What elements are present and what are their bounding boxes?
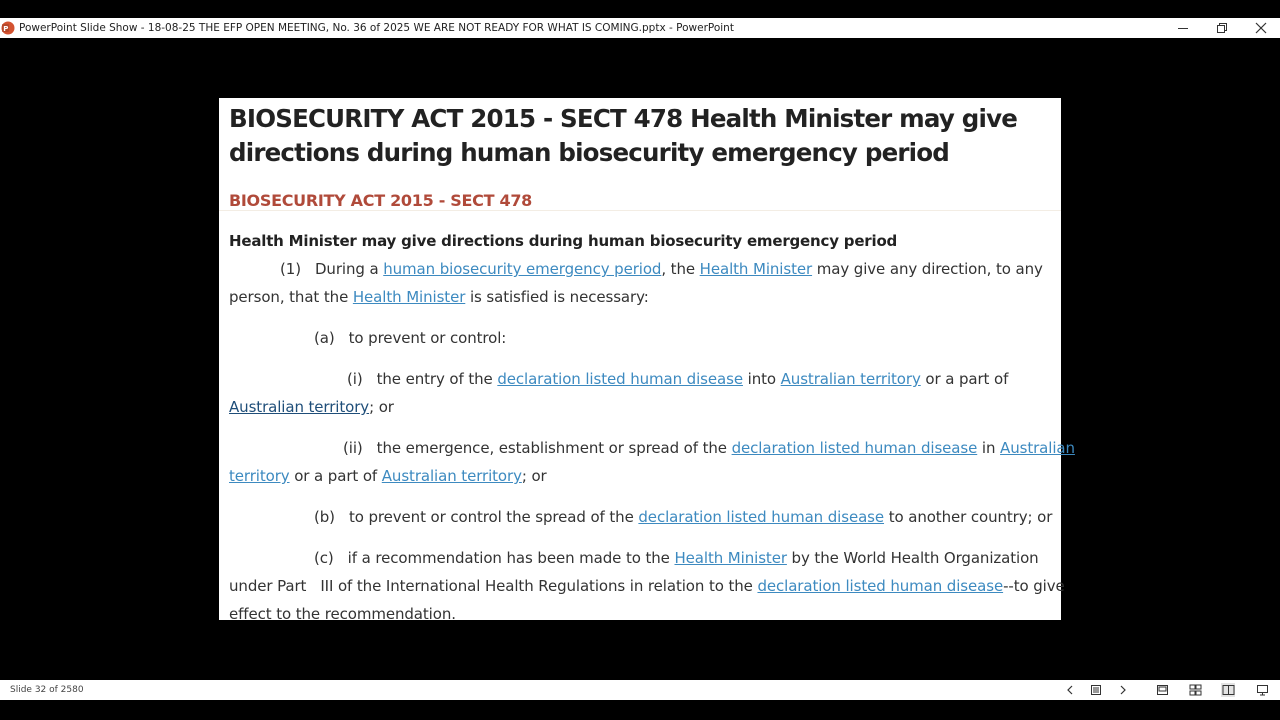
- link-health-minister[interactable]: Health Minister: [674, 549, 787, 567]
- link-australian-territory[interactable]: Australian territory: [780, 370, 921, 388]
- next-icon[interactable]: [1116, 683, 1130, 697]
- link-australian-territory[interactable]: territory: [229, 467, 290, 485]
- text: to prevent or control the spread of the: [348, 508, 639, 526]
- link-declaration-listed-human-disease[interactable]: declaration listed human disease: [638, 508, 885, 526]
- paragraph-i-line-2: [229, 398, 394, 416]
- text: in: [977, 439, 1001, 457]
- paragraph-number: (a): [314, 329, 335, 347]
- restore-icon[interactable]: [1202, 18, 1241, 38]
- link-health-minister[interactable]: Health Minister: [699, 260, 813, 278]
- paragraph-number: (ii): [343, 439, 363, 457]
- link-declaration-listed-human-disease[interactable]: declaration listed human disease: [757, 577, 1004, 595]
- normal-view-icon[interactable]: [1155, 683, 1169, 697]
- section-title: Health Minister may give directions during human biosecurity emergency period: [229, 232, 898, 250]
- link-human-biosecurity-emergency-period[interactable]: human biosecurity emergency period: [383, 260, 662, 278]
- paragraph-a: [314, 329, 506, 347]
- link-health-minister[interactable]: Health Minister: [352, 288, 466, 306]
- paragraph-c-line-2: [229, 577, 1065, 595]
- slideshow-statusbar: [0, 680, 1280, 700]
- text: the emergence, establishment or spread of the: [376, 439, 732, 457]
- text: --to give: [1003, 577, 1065, 595]
- link-declaration-listed-human-disease[interactable]: declaration listed human disease: [497, 370, 743, 388]
- paragraph-1-line-2: [229, 288, 649, 306]
- text: under Part III of the International Health Regulations in relation to the: [229, 577, 758, 595]
- paragraph-number: (b): [314, 508, 335, 526]
- paragraph-ii-line-1: [343, 439, 1075, 457]
- text: may give any direction, to any: [812, 260, 1043, 278]
- svg-text:P: P: [3, 25, 9, 33]
- slide-counter: Slide 32 of 2580: [10, 685, 84, 695]
- slide-sorter-icon[interactable]: [1188, 683, 1202, 697]
- subheading-divider: [219, 210, 1061, 211]
- text: or a part of: [289, 467, 382, 485]
- slide-show-icon[interactable]: [1255, 683, 1269, 697]
- slide-heading: BIOSECURITY ACT 2015 - SECT 478 Health Minister may give directions during human biosecurity emergency period: [229, 104, 1018, 167]
- paragraph-number: (1): [280, 260, 301, 278]
- text: ; or: [521, 467, 547, 485]
- window-title: PowerPoint Slide Show - 18-08-25 THE EFP OPEN MEETING, No. 36 of 2025 WE ARE NOT READY FOR WHAT IS COMING.pptx - PowerPoint: [19, 22, 734, 34]
- text: into: [742, 370, 781, 388]
- paragraph-i-line-1: [347, 370, 1008, 388]
- link-australian-territory[interactable]: Australian territory: [229, 398, 370, 416]
- text: to prevent or control:: [348, 329, 507, 347]
- text: to another country; or: [884, 508, 1053, 526]
- slide-subheading: BIOSECURITY ACT 2015 - SECT 478: [229, 191, 532, 210]
- text: effect to the recommendation.: [229, 605, 456, 623]
- link-declaration-listed-human-disease[interactable]: declaration listed human disease: [731, 439, 978, 457]
- text: ; or: [369, 398, 394, 416]
- paragraph-number: (i): [347, 370, 363, 388]
- powerpoint-icon: [1, 21, 15, 35]
- paragraph-1-line-1: [280, 260, 1043, 278]
- text: by the World Health Organization: [786, 549, 1039, 567]
- text: person, that the: [229, 288, 353, 306]
- text: if a recommendation has been made to the: [347, 549, 675, 567]
- paragraph-number: (c): [314, 549, 334, 567]
- text: or a part of: [920, 370, 1009, 388]
- link-australian-territory[interactable]: Australian territory: [381, 467, 522, 485]
- paragraph-c-line-3: [229, 605, 456, 623]
- close-icon[interactable]: [1241, 18, 1280, 38]
- window-titlebar: [0, 18, 1280, 38]
- text: , the: [661, 260, 700, 278]
- slide-canvas[interactable]: [219, 98, 1075, 623]
- paragraph-c-line-1: [314, 549, 1039, 567]
- previous-icon[interactable]: [1063, 683, 1077, 697]
- reading-view-icon[interactable]: [1221, 683, 1235, 697]
- paragraph-b: [314, 508, 1052, 526]
- text: is satisfied is necessary:: [465, 288, 649, 306]
- text: the entry of the: [376, 370, 498, 388]
- text: During a: [314, 260, 384, 278]
- slide-menu-icon[interactable]: [1089, 683, 1103, 697]
- link-australian-territory[interactable]: Australian: [1000, 439, 1075, 457]
- paragraph-ii-line-2: [229, 467, 547, 485]
- minimize-icon[interactable]: [1163, 18, 1202, 38]
